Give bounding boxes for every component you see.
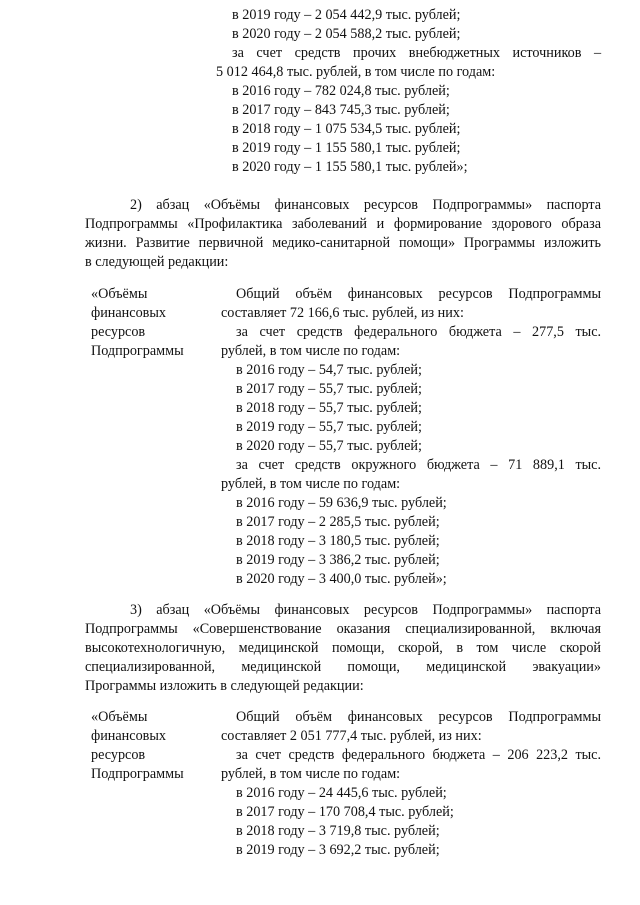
text-line: в 2019 году – 55,7 тыс. рублей; bbox=[236, 419, 422, 435]
text-line: в 2020 году – 55,7 тыс. рублей; bbox=[236, 438, 422, 454]
paragraph-line: высокотехнологичную, медицинской помощи, скорой, в том числе скорой bbox=[85, 640, 602, 656]
text-line: в 2016 году – 59 636,9 тыс. рублей; bbox=[236, 495, 447, 511]
row-label: «Объёмы bbox=[91, 286, 148, 302]
text-line: в 2019 году – 2 054 442,9 тыс. рублей; bbox=[232, 7, 461, 23]
text-line: в 2016 году – 782 024,8 тыс. рублей; bbox=[232, 83, 450, 99]
text-line: в 2016 году – 54,7 тыс. рублей; bbox=[236, 362, 422, 378]
row-label: финансовых bbox=[91, 728, 166, 744]
text-line: в 2017 году – 843 745,3 тыс. рублей; bbox=[232, 102, 450, 118]
text-line: составляет 2 051 777,4 тыс. рублей, из них: bbox=[221, 728, 482, 744]
text-line: в 2019 году – 3 386,2 тыс. рублей; bbox=[236, 552, 440, 568]
text-line: в 2016 году – 24 445,6 тыс. рублей; bbox=[236, 785, 447, 801]
paragraph-line: Программы изложить в следующей редакции: bbox=[85, 678, 364, 694]
text-line: за счет средств федерального бюджета – 206 223,2 тыс. bbox=[236, 747, 602, 763]
text-line: в 2018 году – 3 719,8 тыс. рублей; bbox=[236, 823, 440, 839]
text-line: в 2020 году – 1 155 580,1 тыс. рублей»; bbox=[232, 159, 468, 175]
paragraph-line: специализированной, медицинской помощи, медицинской эвакуации» bbox=[85, 659, 601, 675]
text-line: в 2019 году – 3 692,2 тыс. рублей; bbox=[236, 842, 440, 858]
text-line: Общий объём финансовых ресурсов Подпрограммы bbox=[236, 709, 602, 725]
paragraph-line: Подпрограммы «Совершенствование оказания специализированной, включая bbox=[85, 621, 602, 637]
row-label: Подпрограммы bbox=[91, 766, 184, 782]
text-line: рублей, в том числе по годам: bbox=[221, 766, 401, 782]
text-line: составляет 72 166,6 тыс. рублей, из них: bbox=[221, 305, 464, 321]
row-label: «Объёмы bbox=[91, 709, 148, 725]
text-line: в 2018 году – 3 180,5 тыс. рублей; bbox=[236, 533, 440, 549]
paragraph-line: в следующей редакции: bbox=[85, 254, 229, 270]
paragraph-line: 3) абзац «Объёмы финансовых ресурсов Подпрограммы» паспорта bbox=[130, 602, 602, 618]
text-line: в 2017 году – 2 285,5 тыс. рублей; bbox=[236, 514, 440, 530]
text-line: в 2020 году – 3 400,0 тыс. рублей»; bbox=[236, 571, 447, 587]
text-line: Общий объём финансовых ресурсов Подпрограммы bbox=[236, 286, 602, 302]
text-line: в 2017 году – 170 708,4 тыс. рублей; bbox=[236, 804, 454, 820]
text-line: за счет средств федерального бюджета – 277,5 тыс. bbox=[236, 324, 602, 340]
text-line: в 2018 году – 1 075 534,5 тыс. рублей; bbox=[232, 121, 461, 137]
text-line: за счет средств окружного бюджета – 71 889,1 тыс. bbox=[236, 457, 602, 473]
text-line: в 2020 году – 2 054 588,2 тыс. рублей; bbox=[232, 26, 461, 42]
text-line: рублей, в том числе по годам: bbox=[221, 343, 401, 359]
text-line: в 2018 году – 55,7 тыс. рублей; bbox=[236, 400, 422, 416]
text-line: рублей, в том числе по годам: bbox=[221, 476, 401, 492]
row-label: Подпрограммы bbox=[91, 343, 184, 359]
text-line: за счет средств прочих внебюджетных источников – bbox=[232, 45, 602, 61]
text-line: 5 012 464,8 тыс. рублей, в том числе по годам: bbox=[216, 64, 496, 80]
paragraph-line: 2) абзац «Объёмы финансовых ресурсов Подпрограммы» паспорта bbox=[130, 197, 602, 213]
row-label: финансовых bbox=[91, 305, 166, 321]
paragraph-line: жизни. Развитие первичной медико-санитарной помощи» Программы изложить bbox=[85, 235, 602, 251]
row-label: ресурсов bbox=[91, 324, 146, 340]
row-label: ресурсов bbox=[91, 747, 146, 763]
paragraph-line: Подпрограммы «Профилактика заболеваний и формирование здорового образа bbox=[85, 216, 601, 232]
text-line: в 2017 году – 55,7 тыс. рублей; bbox=[236, 381, 422, 397]
text-line: в 2019 году – 1 155 580,1 тыс. рублей; bbox=[232, 140, 461, 156]
